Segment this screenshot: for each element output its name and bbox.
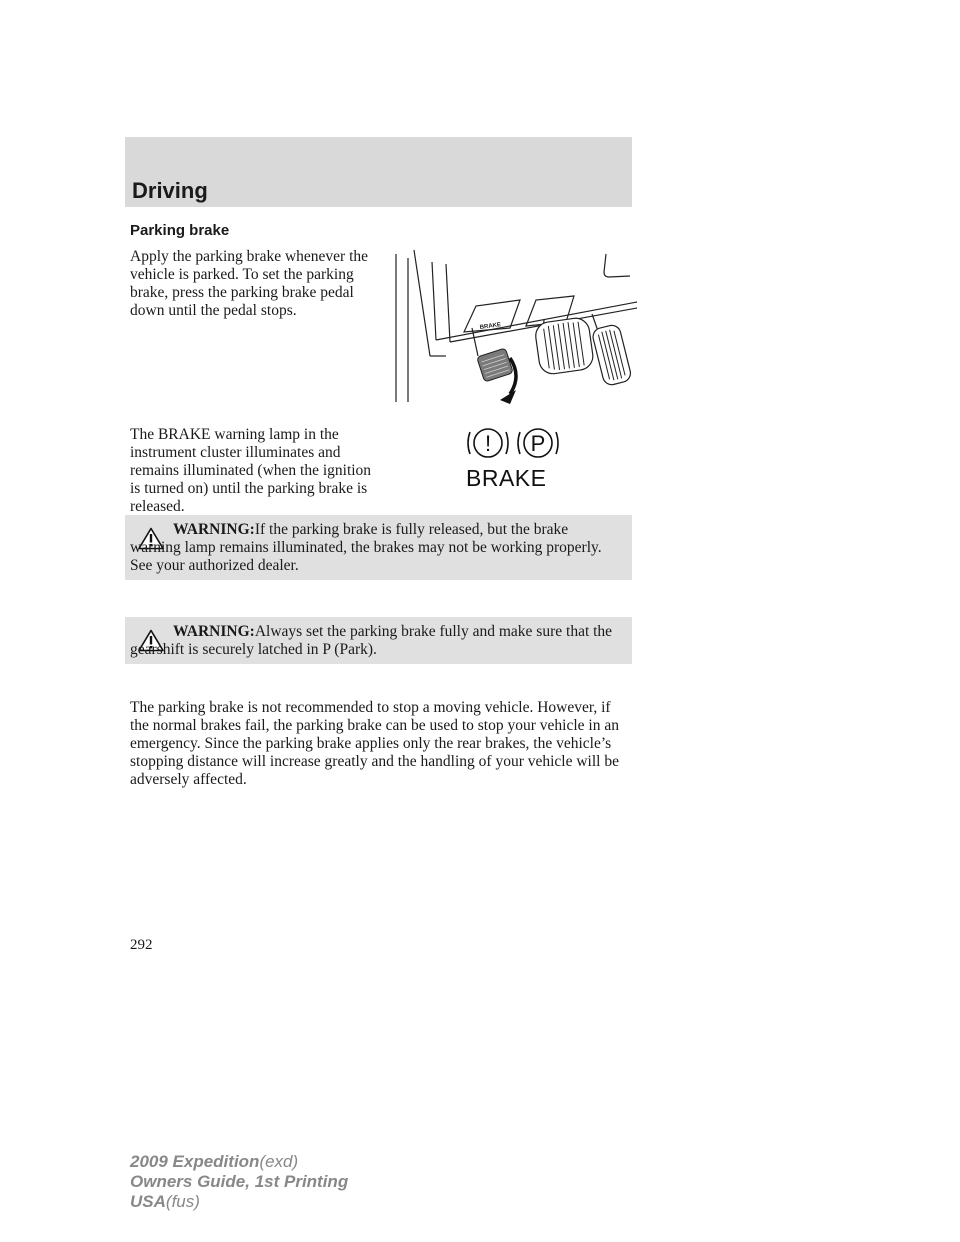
page-number: 292 <box>130 937 153 953</box>
section-heading: Parking brake <box>130 222 230 239</box>
warning-box <box>125 515 632 580</box>
page-title: Driving <box>132 178 208 203</box>
footer-model: 2009 Expedition <box>130 1152 260 1171</box>
brake-lamp-label: BRAKE <box>466 465 547 491</box>
warning-box <box>125 617 632 664</box>
footer-model-code: (exd) <box>259 1152 299 1171</box>
warning-label: WARNING: <box>173 623 255 640</box>
intro-paragraph: Apply the parking brake whenever the vehicle is parked. To set the parking brake, press the parking brake pedal down until the pedal stops. <box>130 248 369 319</box>
park-letter-icon: P <box>530 431 546 456</box>
warning-text <box>130 521 622 575</box>
footer-market-code: (fus) <box>165 1192 200 1211</box>
warning-text <box>130 623 622 659</box>
document-footer <box>130 1152 348 1212</box>
warning-label: WARNING: <box>173 521 255 538</box>
warning-body: Always set the parking brake fully and make sure that the gearshift is securely latched in P (Park). <box>130 623 613 658</box>
footer-market: USA <box>130 1192 166 1211</box>
footer-printing: Owners Guide, 1st Printing <box>130 1172 349 1191</box>
parking-brake-pedal-illustration <box>392 244 637 406</box>
lamp-paragraph: The BRAKE warning lamp in the instrument cluster illuminates and remains illuminated (when the ignition is turned on) until the parking brake is released. <box>130 426 372 515</box>
closing-paragraph: The parking brake is not recommended to stop a moving vehicle. However, if the normal brakes fail, the parking brake can be used to stop your vehicle in an emergency. Since the parking brake applies only the rear brakes, the vehicle’s stopping distance will increase greatly and the handling of your vehicle will be adversely affected. <box>130 699 619 788</box>
exclamation-icon: ! <box>484 431 492 456</box>
warning-body: If the parking brake is fully released, but the brake warning lamp remains illuminated, the brakes may not be working properly. See your authorized dealer. <box>130 521 602 574</box>
pedal-brake-label: BRAKE <box>479 322 502 331</box>
